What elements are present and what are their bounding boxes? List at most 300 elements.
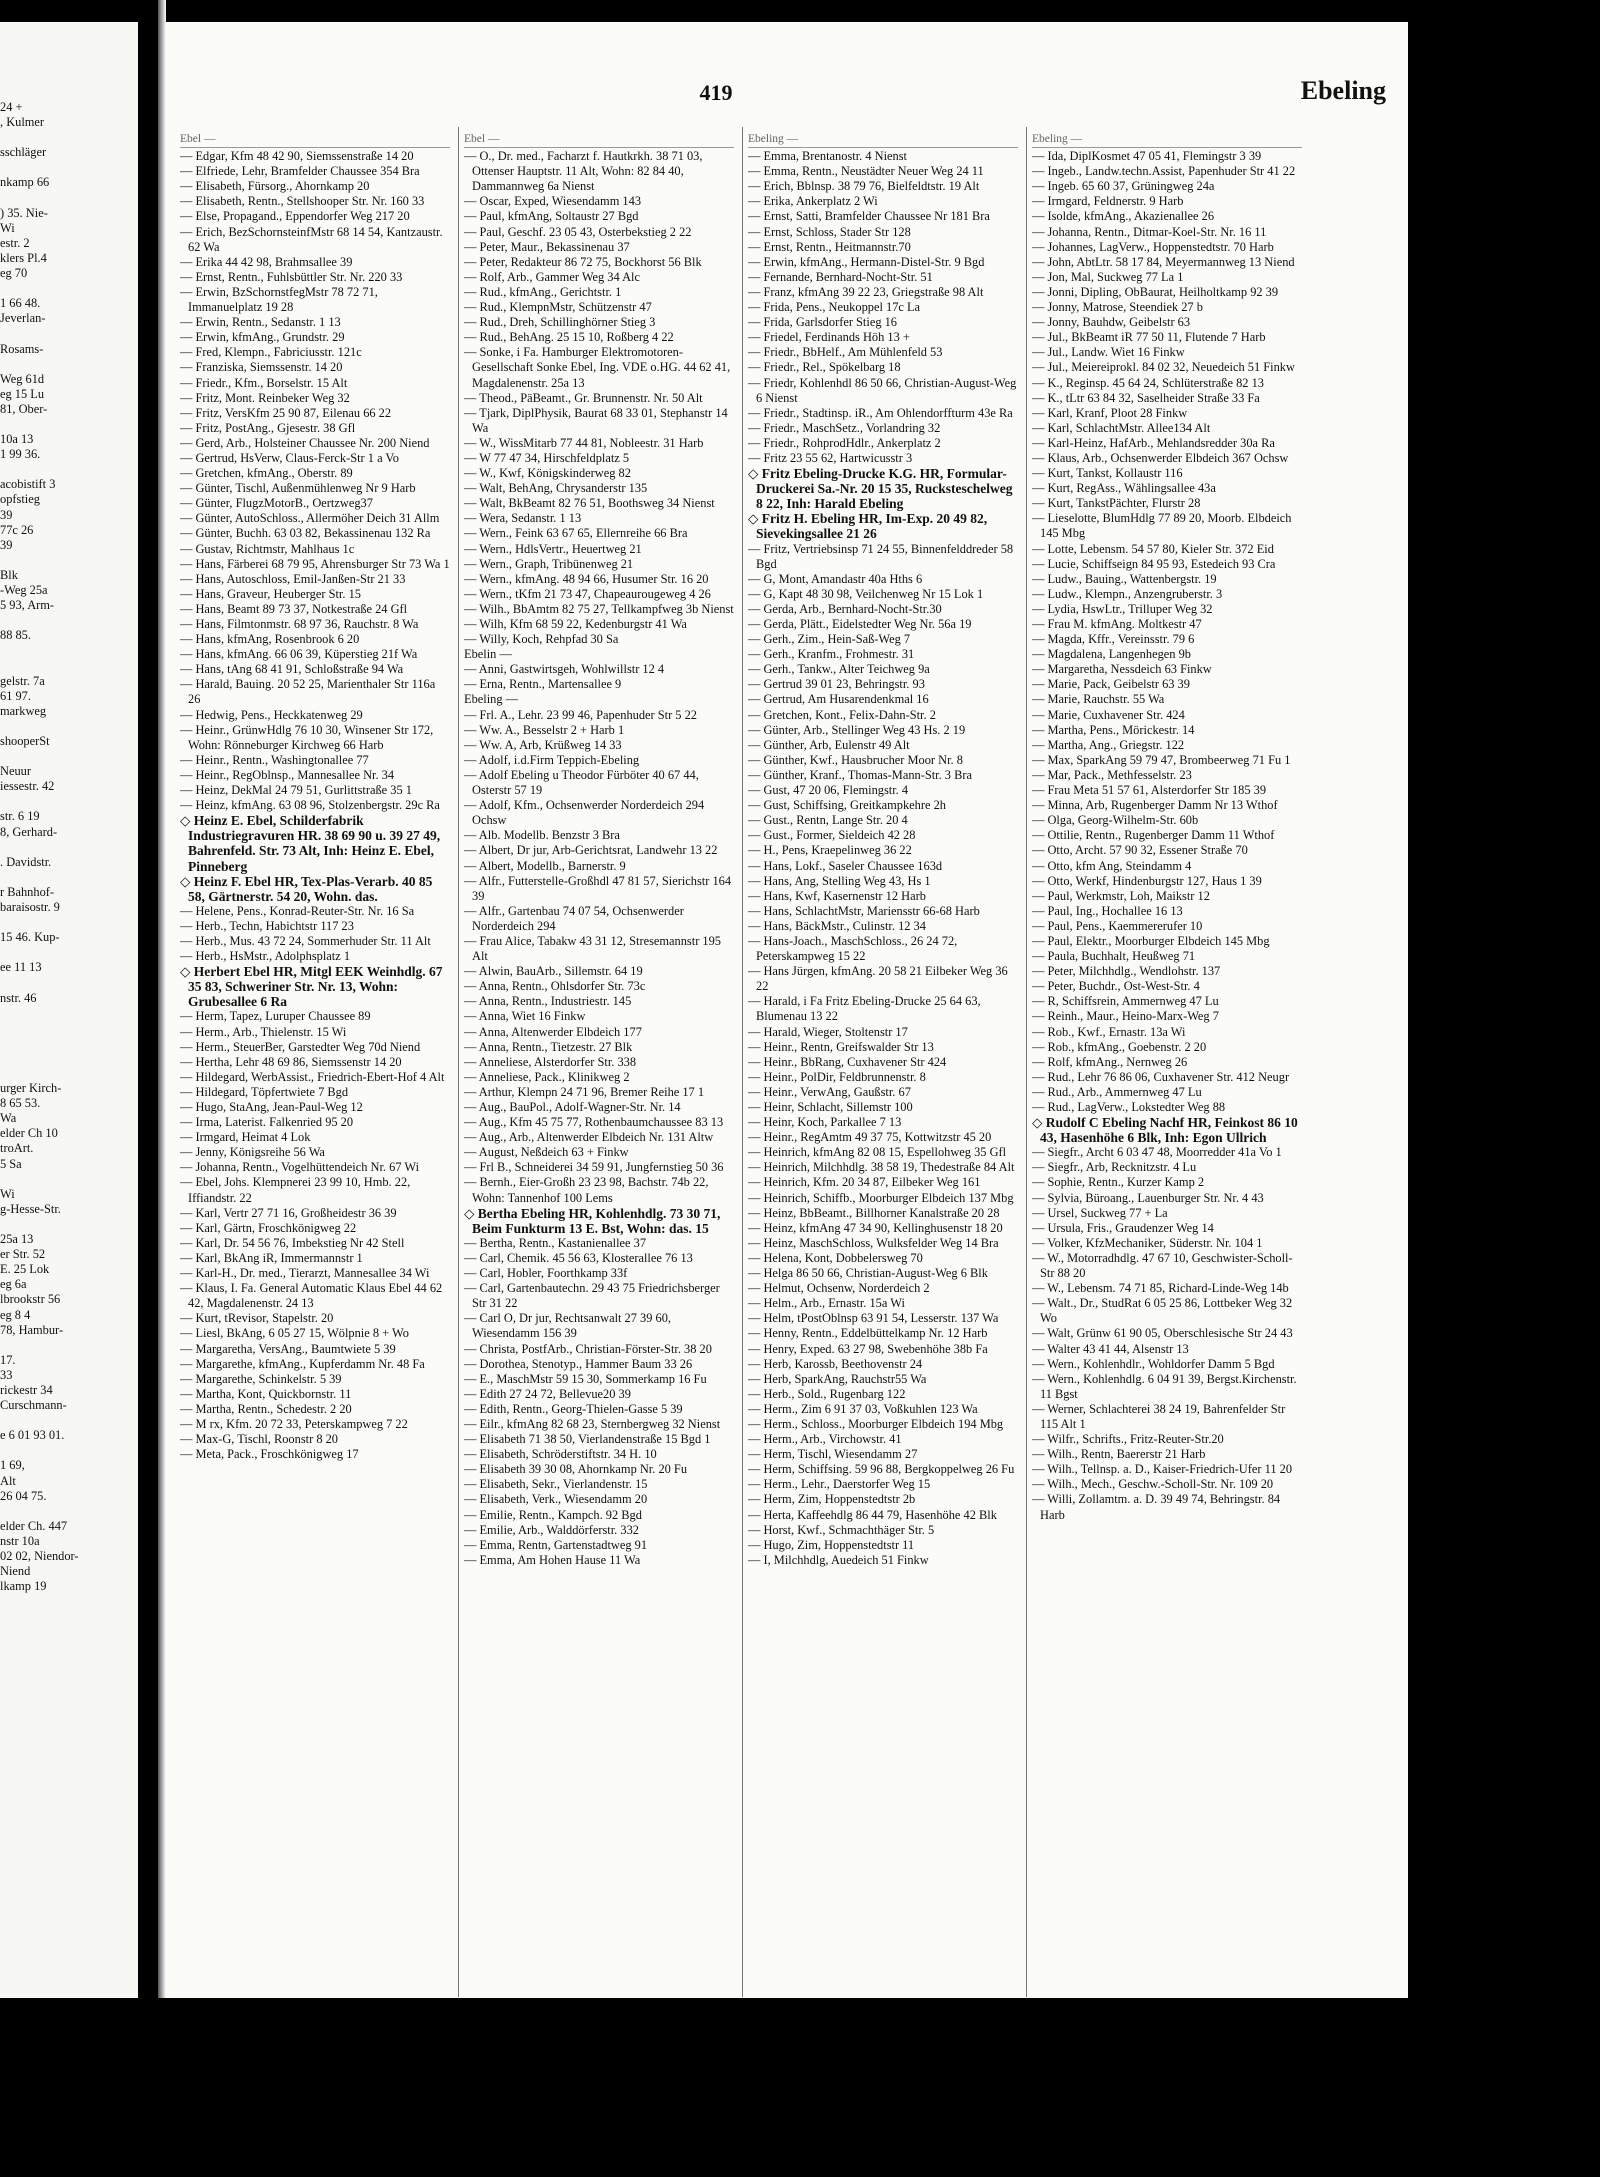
column-4: [1032, 132, 1302, 2002]
facing-page-line: , Kulmer: [0, 115, 45, 130]
facing-page-line: [0, 1066, 138, 1081]
directory-entry: — Martha, Kont, Quickbornstr. 11: [180, 1386, 352, 1401]
facing-page-line: r Bahnhof-: [0, 884, 55, 899]
directory-entry: — Martha, Rentn., Schedestr. 2 20: [180, 1401, 352, 1416]
directory-entry: — Minna, Arb, Rugenberger Damm Nr 13 Wthof: [1032, 798, 1278, 813]
directory-entry: — Günter, Arb., Stellinger Weg 43 Hs. 2 19: [748, 722, 966, 737]
facing-page-line: [0, 417, 138, 432]
directory-entry: — Jenny, Königsreihe 56 Wa: [180, 1145, 325, 1160]
facing-page-line: 81, Ober-: [0, 401, 48, 416]
directory-entry: — Ludw., Bauing., Wattenbergstr. 19: [1032, 571, 1217, 586]
column-divider: [458, 127, 459, 1997]
directory-entry: — Frida, Garlsdorfer Stieg 16: [748, 315, 898, 330]
facing-page-line: 39: [0, 507, 13, 522]
directory-entry: — August, Neßdeich 63 + Finkw: [464, 1145, 629, 1160]
directory-entry: — Wern., HdlsVertr., Heuertweg 21: [464, 541, 642, 556]
scan-border-top: [0, 0, 1600, 22]
facing-page-line: g-Hesse-Str.: [0, 1201, 61, 1216]
directory-entry: — Herb., Mus. 43 72 24, Sommerhuder Str. 11 Alt: [180, 933, 431, 948]
facing-page-line: klers Pl.4: [0, 250, 47, 265]
directory-entry: — W., Kwf, Königskinderweg 82: [464, 466, 631, 481]
directory-entry: ◇ Herbert Ebel HR, Mitgl EEK Weinhdlg. 67 35 83, Schweriner Str. Nr. 13, Wohn: Grubesallee 6 Ra: [180, 964, 443, 1010]
directory-entry: — Ida, DiplKosmet 47 05 41, Flemingstr 3 39: [1032, 149, 1262, 164]
directory-entry: — Gust, 47 20 06, Flemingstr. 4: [748, 783, 909, 798]
directory-entry: — Heinz, kfmAng 47 34 90, Kellinghusenstr 18 20: [748, 1220, 1003, 1235]
directory-entry: — Sylvia, Büroang., Lauenburger Str. Nr. 4 43: [1032, 1190, 1264, 1205]
directory-entry: — Eilr., kfmAng 82 68 23, Sternbergweg 32 Nienst: [464, 1416, 721, 1431]
directory-entry: ◇ Bertha Ebeling HR, Kohlenhdlg. 73 30 71, Beim Funkturm 13 E. Bst, Wohn: das. 15: [464, 1205, 721, 1236]
directory-entry: — Sophie, Rentn., Kurzer Kamp 2: [1032, 1175, 1205, 1190]
directory-entry: — Otto, Archt. 57 90 32, Essener Straße 70: [1032, 843, 1248, 858]
facing-page-line: troArt.: [0, 1141, 34, 1156]
directory-entry: — Irmgard, Feldnerstr. 9 Harb: [1032, 194, 1184, 209]
facing-page-line: [0, 160, 138, 175]
directory-entry: — Lucie, Schiffseign 84 95 93, Estedeich 93 Cra: [1032, 556, 1276, 571]
facing-page-line: lkamp 19: [0, 1579, 47, 1594]
directory-entry: — Heinrich, Milchhdlg. 38 58 19, Thedestraße 84 Alt: [748, 1160, 1015, 1175]
facing-page-line: 26 04 75.: [0, 1488, 47, 1503]
directory-entry: — Herm, Tapez, Luruper Chaussee 89: [180, 1009, 371, 1024]
directory-entry: — Horst, Kwf., Schmachthäger Str. 5: [748, 1522, 935, 1537]
scan-border-bottom: [0, 1998, 1600, 2177]
directory-entry: — Peter, Milchhdlg., Wendlohstr. 137: [1032, 964, 1221, 979]
directory-entry: — Anna, Rentn., Industriestr. 145: [464, 994, 632, 1009]
directory-entry: — Hertha, Lehr 48 69 86, Siemssenstr 14 20: [180, 1054, 402, 1069]
directory-entry: — Karl, SchlachtMstr. Allee134 Alt: [1032, 420, 1211, 435]
directory-entry: — Klaus, I. Fa. General Automatic Klaus Ebel 44 62 42, Magdalenenstr. 24 13: [180, 1281, 443, 1311]
directory-entry: — Heinr., PolDir, Feldbrunnenstr. 8: [748, 1069, 926, 1084]
directory-entry: — Friedr., RohprodHdlr., Ankerplatz 2: [748, 435, 941, 450]
facing-page-line: rickestr 34: [0, 1382, 53, 1397]
directory-entry: — Ww. A., Besselstr 2 + Harb 1: [464, 722, 625, 737]
directory-entry: — Johanna, Rentn., Vogelhüttendeich Nr. 67 Wi: [180, 1160, 420, 1175]
directory-entry: — Hugo, Zim, Hoppenstedtstr 11: [748, 1537, 915, 1552]
directory-entry: — Irmgard, Heimat 4 Lok: [180, 1130, 311, 1145]
facing-page-line: [0, 719, 138, 734]
directory-entry: — Carl, Chemik. 45 56 63, Klosterallee 76 13: [464, 1250, 693, 1265]
directory-entry: — Oscar, Exped, Wiesendamm 143: [464, 194, 642, 209]
directory-entry: — Anni, Gastwirtsgeh, Wohlwillstr 12 4: [464, 662, 665, 677]
directory-entry: — Carl O, Dr jur, Rechtsanwalt 27 39 60, Wiesendamm 156 39: [464, 1311, 672, 1341]
directory-entry: — Hans, kfmAng. 66 06 39, Küperstieg 21f Wa: [180, 647, 418, 662]
directory-entry: — Rud., Dreh, Schillinghörner Stieg 3: [464, 315, 656, 330]
facing-page-line: [0, 1504, 138, 1519]
directory-entry: — Paul, Geschf. 23 05 43, Osterbekstieg 2 22: [464, 224, 692, 239]
directory-entry: — K., tLtr 63 84 32, Saselheider Straße 33 Fa: [1032, 390, 1260, 405]
directory-entry: — Wilh., Rentn, Baererstr 21 Harb: [1032, 1447, 1206, 1462]
directory-entry: — Max, SparkAng 59 79 47, Brombeerweg 71 Fu 1: [1032, 752, 1291, 767]
directory-entry: — Karl, Dr. 54 56 76, Imbekstieg Nr 42 Stell: [180, 1235, 405, 1250]
directory-entry: — Walter 43 41 44, Alsenstr 13: [1032, 1341, 1189, 1356]
directory-entry: — Ernst, Rentn., Fuhlsbüttler Str. Nr. 220 33: [180, 269, 403, 284]
directory-entry: — Adolf Ebeling u Theodor Fürböter 40 67 44, Osterstr 57 19: [464, 767, 699, 798]
directory-entry: — Herm, Zim, Hoppenstedtstr 2b: [748, 1492, 916, 1507]
facing-page-line: er Str. 52: [0, 1247, 46, 1262]
facing-page-line: Niend: [0, 1564, 31, 1579]
directory-entry: Ebeling —: [464, 692, 519, 707]
directory-entry: — Rud., Lehr 76 86 06, Cuxhavener Str. 412 Neugr: [1032, 1069, 1290, 1084]
facing-page-line: [0, 794, 138, 809]
directory-entry: — Wern., Graph, Tribünenweg 21: [464, 556, 634, 571]
facing-page-line: Neuur: [0, 764, 31, 779]
directory-entry: — Herm., Schloss., Moorburger Elbdeich 194 Mbg: [748, 1416, 1004, 1431]
directory-entry: — Jonni, Dipling, ObBaurat, Heilholtkamp 92 39: [1032, 284, 1279, 299]
facing-page-line: [0, 643, 138, 658]
scan-border-right: [1408, 0, 1600, 2177]
facing-page-line: [0, 1021, 138, 1036]
directory-entry: — Ernst, Rentn., Heitmannstr.70: [748, 239, 911, 254]
directory-entry: — Heinz, kfmAng. 63 08 96, Stolzenbergstr. 29c Ra: [180, 798, 440, 813]
directory-entry: — Edith 27 24 72, Bellevue20 39: [464, 1386, 631, 1401]
directory-entry: — Günter, FlugzMotorB., Oertzweg37: [180, 496, 373, 511]
directory-entry: — Kurt, TankstPächter, Flurstr 28: [1032, 496, 1201, 511]
directory-entry: — Elisabeth, Rentn., Stellshooper Str. Nr. 160 33: [180, 194, 425, 209]
directory-entry: — Margarethe, kfmAng., Kupferdamm Nr. 48 Fa: [180, 1356, 425, 1371]
directory-entry: — Heinr., Rentn., Washingtonallee 77: [180, 752, 369, 767]
directory-entry: — Martha, Ang., Griegstr. 122: [1032, 737, 1185, 752]
directory-entry: — Emilie, Rentn., Kampch. 92 Bgd: [464, 1507, 642, 1522]
directory-entry: — Herta, Kaffeehdlg 86 44 79, Hasenhöhe 42 Blk: [748, 1507, 997, 1522]
facing-page-line: 10a 13: [0, 432, 34, 447]
facing-page-line: Wi: [0, 220, 15, 235]
directory-entry: — Hans, Kwf, Kasernenstr 12 Harb: [748, 888, 926, 903]
directory-entry: — I, Milchhdlg, Auedeich 51 Finkw: [748, 1552, 929, 1567]
directory-page: [166, 22, 1408, 1998]
directory-entry: ◇ Fritz Ebeling-Drucke K.G. HR, Formular-Druckerei Sa.-Nr. 20 15 35, Rucksteschelweg 8 22, Inh: Harald Ebeling: [748, 466, 1013, 512]
facing-page-line: [0, 553, 138, 568]
directory-entry: — Helm, tPostOblnsp 63 91 54, Lesserstr. 137 Wa: [748, 1311, 999, 1326]
facing-page-line: baraisostr. 9: [0, 899, 60, 914]
directory-entry: — Hans, kfmAng, Rosenbrook 6 20: [180, 632, 360, 647]
directory-entry: — Anna, Wiet 16 Finkw: [464, 1009, 586, 1024]
directory-entry: — Günther, Kwf., Hausbrucher Moor Nr. 8: [748, 752, 963, 767]
facing-page-line: ee 11 13: [0, 960, 42, 975]
facing-page-line: Weg 61d: [0, 371, 45, 386]
column-head: Ebeling —: [748, 132, 1018, 148]
facing-page-line: 5 Sa: [0, 1156, 22, 1171]
directory-entry: — R, Schiffsrein, Ammernweg 47 Lu: [1032, 994, 1219, 1009]
directory-entry: — Wilh, Kfm 68 59 22, Kedenburgstr 41 Wa: [464, 617, 687, 631]
directory-entry: — Harald, Bauing. 20 52 25, Marienthaler Str 116a 26: [180, 677, 436, 707]
directory-entry: — Max-G, Tischl, Roonstr 8 20: [180, 1432, 338, 1447]
facing-page-line: [0, 191, 138, 206]
directory-entry: — Adolf, Kfm., Ochsenwerder Norderdeich 294 Ochsw: [464, 798, 705, 828]
facing-page-line: 39: [0, 537, 13, 552]
directory-entry: — Friedr., Rel., Spökelbarg 18: [748, 360, 901, 375]
directory-entry: — Herm., Arb., Thielenstr. 15 Wi: [180, 1024, 347, 1039]
directory-entry: — Paul, kfmAng, Soltaustr 27 Bgd: [464, 209, 639, 224]
column-2: [464, 132, 734, 2002]
directory-entry: — Elfriede, Lehr, Bramfelder Chaussee 354 Bra: [180, 164, 420, 179]
directory-entry: — Herm, Schiffsing. 59 96 88, Bergkoppelweg 26 Fu: [748, 1462, 1015, 1477]
directory-entry: — Fritz, Vertriebsinsp 71 24 55, Binnenfelddreder 58 Bgd: [748, 541, 1014, 571]
directory-entry: — Günther, Arb, Eulenstr 49 Alt: [748, 737, 910, 752]
directory-entry: — Hedwig, Pens., Heckkatenweg 29: [180, 707, 363, 722]
directory-entry: — Karl-Heinz, HafArb., Mehlandsredder 30a Ra: [1032, 435, 1275, 450]
directory-entry: — Paul, Werkmstr, Loh, Maikstr 12: [1032, 888, 1210, 903]
facing-page-line: [0, 1051, 138, 1066]
facing-page-line: [0, 658, 138, 673]
directory-entry: — Helmut, Ochsenw, Norderdeich 2: [748, 1281, 930, 1296]
facing-page-line: 1 99 36.: [0, 447, 41, 462]
directory-entry: — Frau M. kfmAng. Moltkestr 47: [1032, 617, 1202, 631]
directory-entry: — Marie, Rauchstr. 55 Wa: [1032, 692, 1165, 707]
directory-entry: — Liesl, BkAng, 6 05 27 15, Wölpnie 8 + Wo: [180, 1326, 409, 1341]
directory-entry: — Gerh., Kranfm., Frohmestr. 31: [748, 647, 915, 662]
facing-page-line: shooperSt: [0, 733, 50, 748]
directory-entry: — Hans, Lokf., Saseler Chaussee 163d: [748, 858, 943, 873]
directory-entry: — Walt, BehAng, Chrysanderstr 135: [464, 481, 648, 496]
directory-entry: — Ingeb., Landw.techn.Assist, Papenhuder Str 41 22: [1032, 164, 1296, 179]
directory-entry: — Frl B., Schneiderei 34 59 91, Jungfernstieg 50 36: [464, 1160, 724, 1175]
directory-entry: — Kurt, Tankst, Kollaustr 116: [1032, 466, 1183, 481]
directory-entry: — Wera, Sedanstr. 1 13: [464, 511, 582, 526]
facing-page-line: Wa: [0, 1111, 17, 1126]
directory-entry: — Erwin, Rentn., Sedanstr. 1 13: [180, 315, 341, 330]
column-divider: [1026, 127, 1027, 1997]
directory-entry: — Helm., Arb., Ernastr. 15a Wi: [748, 1296, 905, 1311]
facing-page-line: 78, Hambur-: [0, 1322, 64, 1337]
directory-entry: — Herb, SparkAng, Rauchstr55 Wa: [748, 1371, 927, 1386]
directory-entry: — Heinrich, kfmAng 82 08 15, Espellohweg 35 Gfl: [748, 1145, 1007, 1160]
facing-page-line: sschläger: [0, 145, 47, 160]
directory-entry: — Irma, Laterist. Falkenried 95 20: [180, 1115, 354, 1130]
column-3: [748, 132, 1018, 2002]
facing-page-line: 25a 13: [0, 1232, 34, 1247]
directory-entry: — Kurt, tRevisor, Stapelstr. 20: [180, 1311, 334, 1326]
directory-entry: — Harald, i Fa Fritz Ebeling-Drucke 25 64 63, Blumenau 13 22: [748, 994, 981, 1024]
directory-entry: — Frl. A., Lehr. 23 99 46, Papenhuder Str 5 22: [464, 707, 697, 722]
directory-entry: — Heinr., RegAmtm 49 37 75, Kottwitzstr 45 20: [748, 1130, 992, 1145]
facing-page-line: 1 66 48.: [0, 296, 41, 311]
directory-entry: — Rud., kfmAng., Gerichtstr. 1: [464, 284, 622, 299]
facing-page-line: [0, 1217, 138, 1232]
directory-entry: — M rx, Kfm. 20 72 33, Peterskampweg 7 22: [180, 1416, 408, 1431]
directory-entry: — Elisabeth, Schröderstiftstr. 34 H. 10: [464, 1447, 657, 1462]
directory-entry: — John, AbtLtr. 58 17 84, Meyermannweg 13 Niend: [1032, 254, 1295, 269]
running-head: Ebeling: [1300, 76, 1386, 105]
directory-entry: — Edgar, Kfm 48 42 90, Siemssenstraße 14 20: [180, 149, 414, 164]
directory-entry: — Heinrich, Schiffb., Moorburger Elbdeich 137 Mbg: [748, 1190, 1014, 1205]
directory-entry: — Lieselotte, BlumHdlg 77 89 20, Moorb. Elbdeich 145 Mbg: [1032, 511, 1292, 541]
directory-entry: ◇ Heinz E. Ebel, Schilderfabrik Industriegravuren HR. 38 69 90 u. 39 27 49, Bahrenfeld. Str. 73 Alt, Inh: Heinz E. Ebel, Pinneberg: [180, 813, 441, 874]
facing-page-line: [0, 749, 138, 764]
directory-entry: — Otto, kfm Ang, Steindamm 4: [1032, 858, 1192, 873]
directory-entry: — Sonke, i Fa. Hamburger Elektromotoren-Gesellschaft Sonke Ebel, Ing. VDE o.HG. 44 62 41, Magdalenenstr. 25a 13: [464, 345, 731, 390]
directory-entry: — Friedr., BbHelf., Am Mühlenfeld 53: [748, 345, 943, 360]
directory-entry: — Herm., Zim 6 91 37 03, Voßkuhlen 123 Wa: [748, 1401, 978, 1416]
column-head: Ebeling —: [1032, 132, 1302, 148]
directory-entry: — Fernande, Bernhard-Nocht-Str. 51: [748, 269, 933, 284]
directory-entry: — Herm., Arb., Virchowstr. 41: [748, 1432, 902, 1447]
directory-entry: — Johannes, LagVerw., Hoppenstedtstr. 70 Harb: [1032, 239, 1274, 254]
directory-entry: — Wilfr., Schrifts., Fritz-Reuter-Str.20: [1032, 1432, 1224, 1447]
directory-entry: — Lotte, Lebensm. 54 57 80, Kieler Str. 372 Eid: [1032, 541, 1274, 556]
directory-entry: — Gretchen, Kont., Felix-Dahn-Str. 2: [748, 707, 936, 722]
directory-entry: — Margarethe, Schinkelstr. 5 39: [180, 1371, 342, 1386]
facing-page-line: Blk: [0, 567, 18, 582]
directory-entry: — Wilh., Tellnsp. a. D., Kaiser-Friedrich-Ufer 11 20: [1032, 1462, 1293, 1477]
directory-entry: — Gertrud, HsVerw, Claus-Ferck-Str 1 a Vo: [180, 450, 399, 465]
directory-entry: — Volker, KfzMechaniker, Süderstr. Nr. 104 1: [1032, 1235, 1263, 1250]
directory-entry: — Walt, Grünw 61 90 05, Oberschlesische Str 24 43: [1032, 1326, 1293, 1341]
directory-entry: — Alwin, BauArb., Sillemstr. 64 19: [464, 964, 643, 979]
directory-entry: — Friedr., Stadtinsp. iR., Am Ohlendorffturm 43e Ra: [748, 405, 1013, 420]
directory-entry: — Emma, Rentn., Neustädter Neuer Weg 24 11: [748, 164, 984, 179]
directory-entry: — Wern., Feink 63 67 65, Ellernreihe 66 Bra: [464, 526, 688, 541]
directory-entry: — Marie, Cuxhavener Str. 424: [1032, 707, 1185, 722]
facing-page-line: [0, 945, 138, 960]
directory-entry: ◇ Heinz F. Ebel HR, Tex-Plas-Verarb. 40 85 58, Gärtnerstr. 54 20, Wohn. das.: [180, 873, 433, 904]
directory-entry: — Johanna, Rentn., Ditmar-Koel-Str. Nr. 16 11: [1032, 224, 1267, 239]
directory-entry: — Rolf, Arb., Gammer Weg 34 Alc: [464, 269, 641, 284]
directory-entry: — Frau Alice, Tabakw 43 31 12, Stresemannstr 195 Alt: [464, 933, 722, 964]
directory-entry: — Mar, Pack., Methfesselstr. 23: [1032, 767, 1192, 782]
directory-entry: — Wern., kfmAng. 48 94 66, Husumer Str. 16 20: [464, 571, 709, 586]
facing-page-line: 8 65 53.: [0, 1096, 41, 1111]
directory-entry: — Elisabeth 71 38 50, Vierlandenstraße 15 Bgd 1: [464, 1432, 711, 1447]
directory-entry: — Heinrich, Kfm. 20 34 87, Eilbeker Weg 161: [748, 1175, 981, 1190]
directory-entry: — Aug., Kfm 45 75 77, Rothenbaumchaussee 83 13: [464, 1115, 724, 1130]
facing-page-line: iessestr. 42: [0, 779, 55, 794]
directory-entry: — Walt., Dr., StudRat 6 05 25 86, Lottbeker Weg 32 Wo: [1032, 1296, 1293, 1326]
facing-page-line: Wi: [0, 1186, 15, 1201]
directory-entry: — Hans, Ang, Stelling Weg 43, Hs 1: [748, 873, 931, 888]
directory-entry: — Peter, Redakteur 86 72 75, Bockhorst 56 Blk: [464, 254, 702, 269]
directory-entry: — Friedr., MaschSetz., Vorlandring 32: [748, 420, 941, 435]
directory-entry: — Hans, BäckMstr., Culinstr. 12 34: [748, 918, 926, 933]
directory-entry: — Hans Jürgen, kfmAng. 20 58 21 Eilbeker Weg 36 22: [748, 964, 1008, 994]
directory-entry: — Paul, Pens., Kaemmererufer 10: [1032, 918, 1203, 933]
facing-page-line: E. 25 Lok: [0, 1262, 50, 1277]
directory-entry: — Hans, Filmtonmstr. 68 97 36, Rauchstr. 8 Wa: [180, 617, 419, 631]
directory-entry: — Herb, Karossb, Beethovenstr 24: [748, 1356, 923, 1371]
book-spine: [138, 0, 158, 2000]
directory-entry: — Henny, Rentn., Eddelbüttelkamp Nr. 12 Harb: [748, 1326, 988, 1341]
directory-entry: — Paul, Ing., Hochallee 16 13: [1032, 903, 1183, 918]
directory-entry: — Ebel, Johs. Klempnerei 23 99 10, Hmb. 22, Iffiandstr. 22: [180, 1175, 411, 1205]
directory-entry: — Meta, Pack., Froschkönigweg 17: [180, 1447, 359, 1462]
facing-page-line: urger Kirch-: [0, 1081, 62, 1096]
directory-entry: — Fred, Klempn., Fabriciusstr. 121c: [180, 345, 362, 360]
directory-entry: — Elisabeth 39 30 08, Ahornkamp Nr. 20 Fu: [464, 1462, 688, 1477]
directory-entry: — Gertrud 39 01 23, Behringstr. 93: [748, 677, 925, 692]
directory-entry: — Herb., Sold., Rugenbarg 122: [748, 1386, 906, 1401]
directory-entry: — Henry, Exped. 63 27 98, Swebenhöhe 38b Fa: [748, 1341, 988, 1356]
directory-entry: — Hans, Graveur, Heuberger Str. 15: [180, 586, 361, 601]
facing-page-line: eg 15 Lu: [0, 386, 45, 401]
facing-page-line: -Weg 25a: [0, 583, 48, 597]
directory-entry: — Fritz, Mont. Reinbeker Weg 32: [180, 390, 350, 405]
directory-entry: — Günter, AutoSchloss., Allermöher Deich 31 Allm: [180, 511, 440, 526]
directory-entry: — O., Dr. med., Facharzt f. Hautkrkh. 38 71 03, Ottenser Hauptstr. 11 Alt, Wohn: 82 84 40, Dammannweg 6a Nienst: [464, 149, 703, 194]
directory-entry: — Alfr., Gartenbau 74 07 54, Ochsenwerder Norderdeich 294: [464, 903, 684, 933]
facing-page-line: nstr 10a: [0, 1533, 40, 1548]
directory-entry: — Fritz 23 55 62, Hartwicusstr 3: [748, 450, 913, 465]
facing-page-line: elder Ch 10: [0, 1126, 58, 1141]
directory-entry: — Lydia, HswLtr., Trilluper Weg 32: [1032, 601, 1213, 616]
directory-entry: — Peter, Maur., Bekassinenau 37: [464, 239, 630, 254]
directory-entry: — Helga 86 50 66, Christian-August-Weg 6 Blk: [748, 1266, 988, 1281]
directory-entry: — Heinr., RegOblnsp., Mannesallee Nr. 34: [180, 767, 395, 782]
directory-entry: — W 77 47 34, Hirschfeldplatz 5: [464, 450, 630, 465]
directory-entry: — Tjark, DiplPhysik, Baurat 68 33 01, Stephanstr 14 Wa: [464, 405, 728, 435]
directory-entry: — Albert, Dr jur, Arb-Gerichtsrat, Landwehr 13 22: [464, 843, 718, 858]
directory-entry: — Erich, BezSchornsteinfMstr 68 14 54, Kantzaustr. 62 Wa: [180, 224, 443, 254]
directory-entry: — Alb. Modellb. Benzstr 3 Bra: [464, 828, 620, 843]
facing-page-line: 5 93, Arm-: [0, 598, 55, 613]
directory-entry: — Rob., Kwf., Ernastr. 13a Wi: [1032, 1024, 1186, 1039]
directory-entry: — Ludw., Klempn., Anzengruberstr. 3: [1032, 586, 1223, 601]
facing-page-line: markweg: [0, 703, 47, 718]
directory-entry: — Herm, Tischl, Wiesendamm 27: [748, 1447, 918, 1462]
directory-entry: — G, Kapt 48 30 98, Veilchenweg Nr 15 Lok 1: [748, 586, 984, 601]
directory-entry: — Marie, Pack, Geibelstr 63 39: [1032, 677, 1190, 692]
facing-page-line: [0, 870, 138, 885]
directory-entry: — Rob., kfmAng., Goebenstr. 2 20: [1032, 1039, 1207, 1054]
facing-page-line: Rosams-: [0, 341, 44, 356]
directory-entry: — Ernst, Schloss, Stader Str 128: [748, 224, 911, 239]
directory-entry: — Jul., Landw. Wiet 16 Finkw: [1032, 345, 1185, 360]
facing-page-line: nstr. 46: [0, 990, 37, 1005]
directory-entry: — Franz, kfmAng 39 22 23, Griegstraße 98 Alt: [748, 284, 984, 299]
directory-entry: — Karl, Kranf, Ploot 28 Finkw: [1032, 405, 1188, 420]
directory-entry: — Werner, Schlachterei 38 24 19, Bahrenfelder Str 115 Alt 1: [1032, 1401, 1286, 1431]
facing-page-line: 1 69,: [0, 1458, 25, 1473]
facing-page-line: Jeverlan-: [0, 311, 46, 326]
page-number: 419: [699, 80, 733, 105]
facing-page-line: e 6 01 93 01.: [0, 1428, 65, 1443]
facing-page-line: nkamp 66: [0, 175, 50, 190]
directory-entry: — G, Mont, Amandastr 40a Hths 6: [748, 571, 923, 586]
facing-page-line: Curschmann-: [0, 1398, 67, 1413]
directory-entry: — Erwin, BzSchornstfegMstr 78 72 71, Immanuelplatz 19 28: [180, 284, 378, 315]
directory-entry: — Willy, Koch, Rehpfad 30 Sa: [464, 632, 619, 647]
directory-entry: — Willi, Zollamtm. a. D. 39 49 74, Behringstr. 84 Harb: [1032, 1492, 1281, 1522]
facing-page-line: [0, 281, 138, 296]
directory-entry: — Gerda, Arb., Bernhard-Nocht-Str.30: [748, 601, 942, 616]
spine-shadow: [158, 0, 166, 2000]
directory-entry: — Arthur, Klempn 24 71 96, Bremer Reihe 17 1: [464, 1084, 705, 1099]
directory-entry: — Heinz, BbBeamt., Billhorner Kanalstraße 20 28: [748, 1205, 1000, 1220]
directory-entry: — Gust, Schiffsing, Greitkampkehre 2h: [748, 798, 946, 813]
directory-entry: — Emma, Am Hohen Hause 11 Wa: [464, 1552, 641, 1567]
directory-entry: — Gerh., Zim., Hein-Saß-Weg 7: [748, 632, 911, 647]
facing-page-line: str. 6 19: [0, 809, 40, 824]
facing-page-line: [0, 130, 138, 145]
directory-entry: — Harald, Wieger, Stoltenstr 17: [748, 1024, 908, 1039]
directory-entry: — Wern., tKfm 21 73 47, Chapeaurougeweg 4 26: [464, 586, 711, 601]
directory-entry: — Emma, Brentanostr. 4 Nienst: [748, 149, 907, 164]
facing-page-line: ) 35. Nie-: [0, 205, 48, 220]
facing-page-line: [0, 1443, 138, 1458]
directory-entry: — Edith, Rentn., Georg-Thielen-Gasse 5 39: [464, 1401, 683, 1416]
directory-entry: — W., Lebensm. 74 71 85, Richard-Linde-Weg 14b: [1032, 1281, 1289, 1296]
directory-entry: — Adolf, i.d.Firm Teppich-Ebeling: [464, 752, 640, 767]
directory-entry: — Alfr., Futterstelle-Großhdl 47 81 57, Sierichstr 164 39: [464, 873, 732, 903]
facing-page-line: [0, 462, 138, 477]
directory-entry: — Ww. A, Arb, Krüßweg 14 33: [464, 737, 622, 752]
directory-entry: — Erwin, kfmAng., Grundstr. 29: [180, 330, 345, 345]
directory-entry: — Jul., BkBeamt iR 77 50 11, Flutende 7 Harb: [1032, 330, 1266, 345]
directory-entry: — Otto, Werkf, Hindenburgstr 127, Haus 1 39: [1032, 873, 1262, 888]
directory-entry: — Anneliese, Pack., Klinikweg 2: [464, 1069, 630, 1084]
directory-entry: — Erich, Bblnsp. 38 79 76, Bielfeldtstr. 19 Alt: [748, 179, 980, 194]
directory-entry: — Paul, Elektr., Moorburger Elbdeich 145 Mbg: [1032, 933, 1270, 948]
directory-entry: — Rud., BehAng. 25 15 10, Roßberg 4 22: [464, 330, 674, 345]
directory-entry: — Hildegard, WerbAssist., Friedrich-Ebert-Hof 4 Alt: [180, 1069, 445, 1084]
directory-entry: — Ottilie, Rentn., Rugenberger Damm 11 Wthof: [1032, 828, 1275, 843]
